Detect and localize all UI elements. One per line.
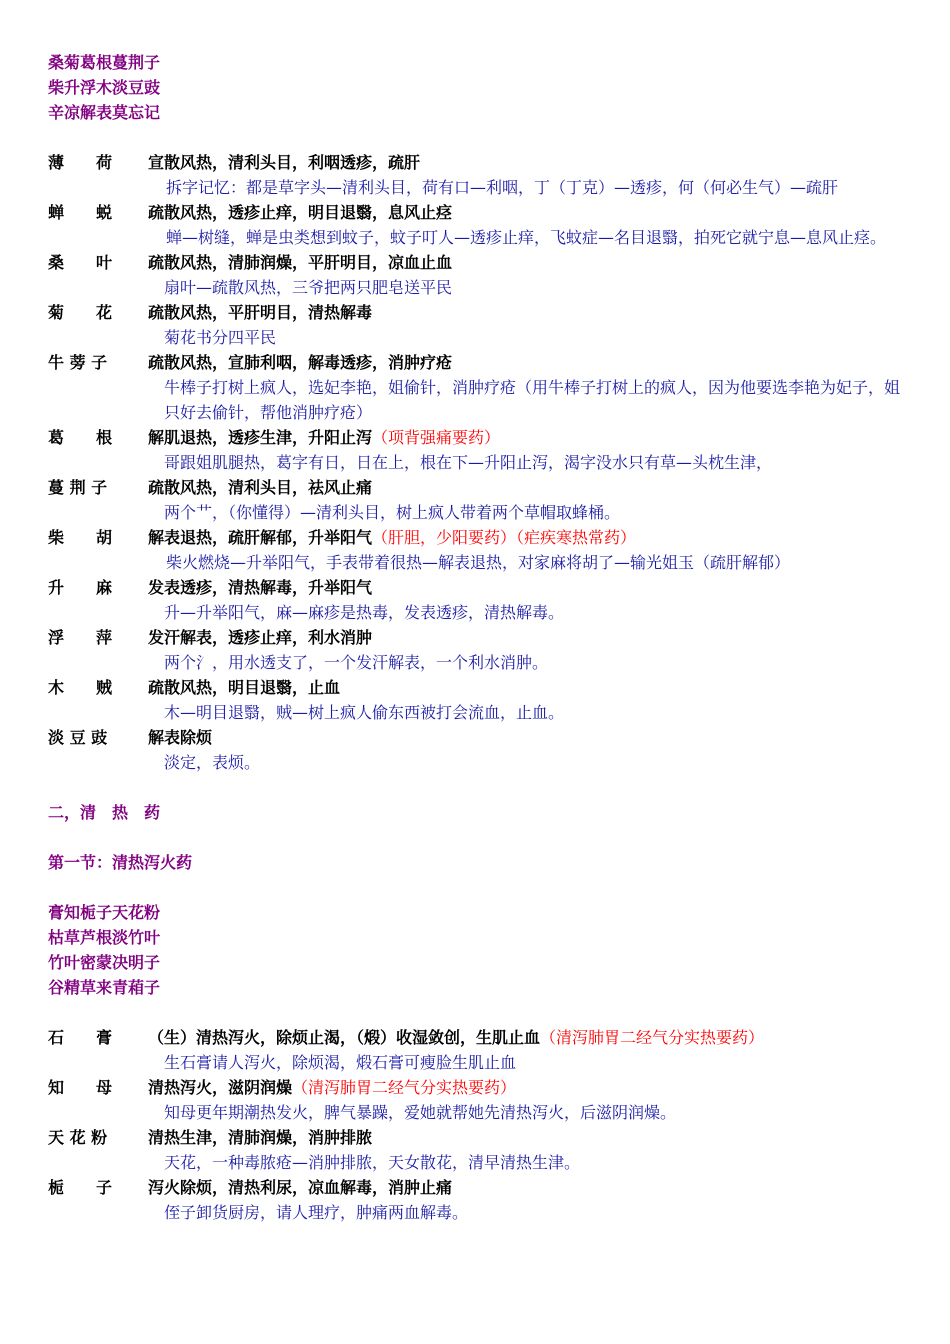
mnemonic-poem-2	[48, 900, 908, 1000]
herb-effects: 疏散风热，清利头目，祛风止痛	[148, 478, 373, 497]
herb-row	[48, 1175, 908, 1200]
herb-memo: 侄子卸货厨房，请人理疗，肿痛两血解毒。	[164, 1203, 469, 1222]
herb-name: 淡 豆 豉	[48, 728, 108, 747]
herb-row	[48, 575, 908, 600]
herb-effects: 疏散风热，透疹止痒，明目退翳，息风止痉	[148, 203, 453, 222]
herb-effects: 疏散风热，平肝明目，清热解毒	[148, 303, 373, 322]
herb-effects: 清热泻火，滋阴润燥	[148, 1078, 293, 1097]
herb-row	[48, 250, 908, 275]
herb-memo: 哥跟姐肌腿热，葛字有日，日在上，根在下—升阳止泻，渴字没水只有草—头枕生津，	[164, 453, 773, 472]
herb-entry	[48, 625, 908, 675]
herb-row	[48, 1025, 908, 1050]
herb-name: 薄 荷	[48, 153, 113, 172]
herb-entry	[48, 525, 908, 575]
poem-line: 枯草芦根淡竹叶	[48, 928, 161, 947]
subsection-title: 第一节：清热泻火药	[48, 853, 193, 872]
herb-name: 牛 蒡 子	[48, 353, 108, 372]
herb-name: 葛 根	[48, 428, 113, 447]
herb-memo: 蝉—树缝，蝉是虫类想到蚊子，蚊子叮人—透疹止痒，飞蚊症—名目退翳，拍死它就宁息—息风止痉。	[166, 228, 887, 247]
herb-row	[48, 475, 908, 500]
herb-memo: 牛棒子打树上疯人，选妃李艳，姐偷针，消肿疗疮（用牛棒子打树上的疯人，因为他要选李艳为妃子，姐只好去偷针，帮他消肿疗疮）	[164, 378, 901, 422]
herb-row	[48, 675, 908, 700]
herb-memo: 生石膏请人泻火，除烦渴，煅石膏可瘦脸生肌止血	[164, 1053, 517, 1072]
herb-entry	[48, 1175, 908, 1225]
herb-memo: 淡定，表烦。	[164, 753, 261, 772]
herb-name: 天 花 粉	[48, 1128, 108, 1147]
herb-note: （肝胆，少阳要药）（疟疾寒热常药）	[372, 528, 637, 547]
herb-name: 木 贼	[48, 678, 113, 697]
herb-row	[48, 1075, 908, 1100]
section-title: 二，清 热 药	[48, 803, 161, 822]
poem-line: 桑菊葛根蔓荆子	[48, 53, 161, 72]
document-page	[48, 50, 908, 1225]
herb-entry	[48, 675, 908, 725]
herb-memo: 知母更年期潮热发火，脾气暴躁，爱她就帮她先清热泻火，后滋阴润燥。	[164, 1103, 677, 1122]
herb-memo: 天花，一种毒脓疮—消肿排脓，天女散花，清早清热生津。	[164, 1153, 581, 1172]
herb-entry	[48, 725, 908, 775]
herb-memo: 扇叶—疏散风热，三爷把两只肥皂送平民	[164, 278, 453, 297]
herb-name: 石 膏	[48, 1028, 113, 1047]
herb-note: （清泻肺胃二经气分实热要药）	[540, 1028, 765, 1047]
herb-name: 栀 子	[48, 1178, 113, 1197]
herb-row	[48, 725, 908, 750]
herb-memo: 柴火燃烧—升举阳气，手表带着很热—解表退热，对家麻将胡了—输光姐玉（疏肝解郁）	[166, 553, 791, 572]
herb-effects: 解肌退热，透疹生津，升阳止泻	[148, 428, 373, 447]
herb-effects: 清热生津，清肺润燥，消肿排脓	[148, 1128, 373, 1147]
herb-list-2	[48, 1025, 908, 1225]
herb-note: （项背强痛要药）	[372, 428, 501, 447]
herb-name: 蔓 荆 子	[48, 478, 108, 497]
herb-name: 柴 胡	[48, 528, 113, 547]
herb-row	[48, 300, 908, 325]
herb-entry	[48, 250, 908, 300]
herb-row	[48, 625, 908, 650]
herb-row	[48, 200, 908, 225]
herb-name: 桑 叶	[48, 253, 113, 272]
herb-effects: 发汗解表，透疹止痒，利水消肿	[148, 628, 373, 647]
herb-entry	[48, 475, 908, 525]
herb-entry	[48, 425, 908, 475]
herb-memo: 两个氵，用水透支了，一个发汗解表，一个利水消肿。	[164, 653, 549, 672]
herb-row	[48, 1125, 908, 1150]
herb-entry	[48, 200, 908, 250]
herb-name: 蝉 蜕	[48, 203, 113, 222]
herb-effects: 泻火除烦，清热利尿，凉血解毒，消肿止痛	[148, 1178, 453, 1197]
herb-effects: 疏散风热，明目退翳，止血	[148, 678, 341, 697]
herb-memo: 拆字记忆：都是草字头—清利头目，荷有口—利咽，丁（丁克）—透疹，何（何必生气）—疏肝	[166, 178, 839, 197]
herb-entry	[48, 1125, 908, 1175]
herb-note: （清泻肺胃二经气分实热要药）	[292, 1078, 517, 1097]
poem-line: 膏知栀子天花粉	[48, 903, 161, 922]
herb-name: 知 母	[48, 1078, 113, 1097]
herb-entry	[48, 300, 908, 350]
poem-line: 柴升浮木淡豆豉	[48, 78, 161, 97]
herb-entry	[48, 1025, 908, 1075]
herb-name: 升 麻	[48, 578, 113, 597]
herb-memo: 菊花书分四平民	[164, 328, 277, 347]
herb-effects: 解表退热，疏肝解郁，升举阳气	[148, 528, 373, 547]
mnemonic-poem-1	[48, 50, 908, 125]
herb-list-1	[48, 150, 908, 775]
herb-row	[48, 150, 908, 175]
herb-memo: 木—明目退翳，贼—树上疯人偷东西被打会流血，止血。	[164, 703, 565, 722]
herb-row	[48, 525, 908, 550]
herb-name: 浮 萍	[48, 628, 113, 647]
herb-effects: 解表除烦	[148, 728, 213, 747]
poem-line: 竹叶密蒙决明子	[48, 953, 161, 972]
herb-entry	[48, 150, 908, 200]
herb-effects: 疏散风热，宣肺利咽，解毒透疹，消肿疗疮	[148, 353, 453, 372]
poem-line: 辛凉解表莫忘记	[48, 103, 161, 122]
herb-entry	[48, 350, 908, 425]
herb-effects: 宣散风热，清利头目，利咽透疹，疏肝	[148, 153, 421, 172]
herb-effects: 疏散风热，清肺润燥，平肝明目，凉血止血	[148, 253, 453, 272]
herb-memo: 升—升举阳气，麻—麻疹是热毒，发表透疹，清热解毒。	[164, 603, 565, 622]
herb-entry	[48, 1075, 908, 1125]
herb-row	[48, 350, 908, 375]
herb-memo: 两个艹，（你懂得）—清利头目，树上疯人带着两个草帽取蜂桶。	[164, 503, 621, 522]
herb-name: 菊 花	[48, 303, 113, 322]
poem-line: 谷精草来青葙子	[48, 978, 161, 997]
herb-entry	[48, 575, 908, 625]
herb-effects: 发表透疹，清热解毒，升举阳气	[148, 578, 373, 597]
herb-effects: （生）清热泻火，除烦止渴，（煅）收湿敛创，生肌止血	[148, 1028, 541, 1047]
herb-row	[48, 425, 908, 450]
